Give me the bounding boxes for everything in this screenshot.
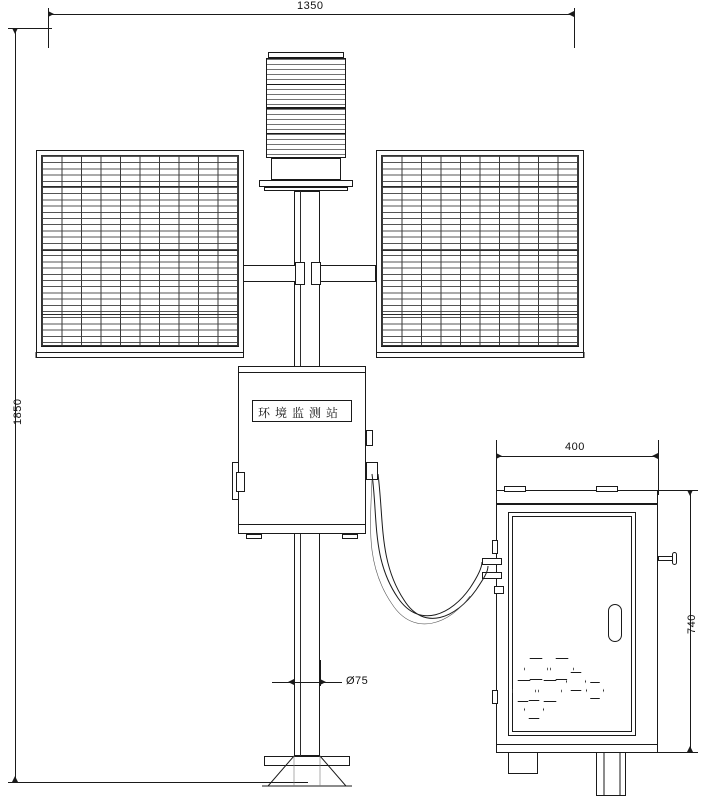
solar-panel-right-busbar-mid [381,250,579,251]
solar-panel-right-busbar-top [381,186,579,187]
beacon-lower-divider [266,133,346,134]
cabinet-gland-port [494,586,504,594]
cabinet-hinge-top [492,540,498,554]
cabinet-side-bracket-right-cap [672,552,677,565]
cabinet-hinge-bottom [492,690,498,704]
dim-arrow-right-top [568,11,574,17]
dim-arrow-cab-top [687,490,693,496]
beacon-base-collar [271,158,341,180]
enclosure-foot-right [342,534,358,539]
dim-label-overall-width: 1350 [297,0,324,12]
enclosure-foot-left [246,534,262,539]
base-plate [264,756,350,766]
dim-label-cabinet-height: 740 [686,614,698,634]
enclosure-bottom-seam [238,524,366,525]
cabinet-gland-lower [482,572,502,579]
dim-label-overall-height: 1850 [12,398,24,425]
dim-arrow-pole-right [320,679,326,685]
dim-ext-cab-right [658,440,659,495]
dim-arrow-pole-left [288,679,294,685]
solar-panel-left-busbar-top [41,186,239,187]
solar-panel-left-bottom-rail [36,352,244,353]
dim-line-cabinet-width [496,456,658,457]
solar-panel-left-busbar-mid [41,250,239,251]
enclosure-side-latch-right [366,430,373,446]
beacon-lens-divider [266,84,346,85]
cabinet-gland-upper [482,558,502,565]
beacon-mount-plate [259,180,353,187]
dim-arrow-cab-bottom [687,746,693,752]
dim-ext-cab-bottom [658,752,698,753]
cabinet-roof-vent [504,486,526,492]
beacon-lens [266,58,346,108]
solar-panel-left-bottom-rail-2 [41,346,239,347]
cabinet-door-handle [608,604,622,642]
cross-arm-clamp-right [311,262,321,285]
solar-panel-right-bottom-rail [376,352,584,353]
enclosure-top-seam [238,372,366,373]
enclosure-label-text: 环境监测站 [258,406,344,420]
solar-panel-right-busbar-bottom [381,314,579,315]
dim-line-overall-width [48,14,574,15]
dim-ext-line-bottom-left [8,782,308,783]
enclosure-cable-gland [366,462,378,480]
dim-arrow-cab-left [496,453,502,459]
dim-line-pole-diameter [272,682,342,683]
dim-arrow-top-left [12,28,18,34]
cabinet-foot-right [596,752,626,796]
cabinet-roof-vent-2 [596,486,618,492]
dim-label-pole-diameter: Ø75 [346,675,369,687]
dim-label-cabinet-width: 400 [565,441,585,453]
cabinet-plinth [496,744,658,753]
cross-arm-right [314,265,376,282]
dim-arrow-left-top [48,11,54,17]
cabinet-foot-left [508,752,538,774]
cross-arm-left [238,265,300,282]
enclosure-sensor-port [236,472,245,492]
cross-arm-clamp-left [295,262,305,285]
solar-panel-left-busbar-bottom [41,314,239,315]
dim-ext-line-right-top [574,8,575,48]
dim-arrow-cab-right [652,453,658,459]
dim-arrow-bottom-left [12,776,18,782]
monitoring-enclosure [238,366,366,534]
cabinet-roof [496,490,658,504]
solar-panel-right-bottom-rail-2 [381,346,579,347]
